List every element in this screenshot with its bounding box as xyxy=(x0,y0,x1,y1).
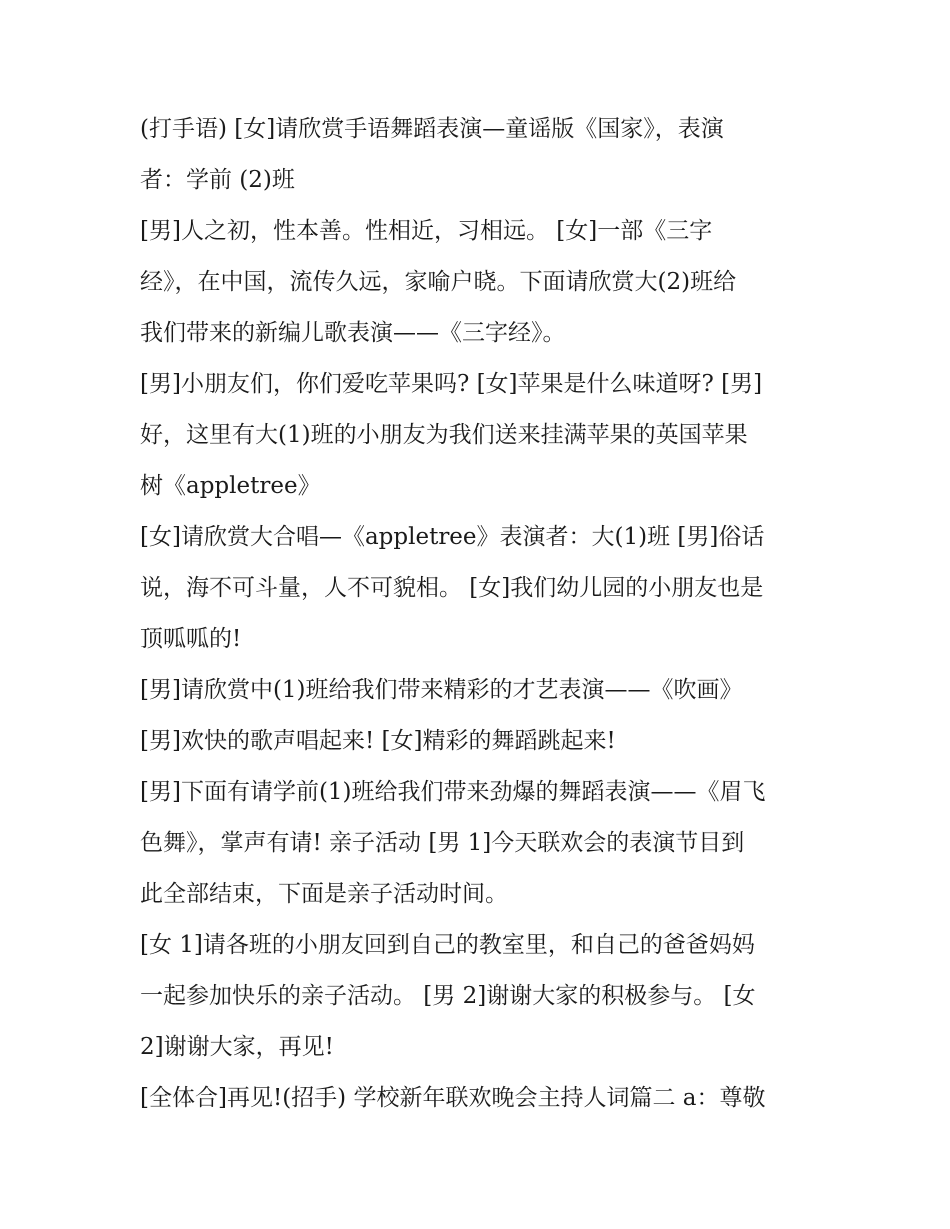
text-line: 经》，在中国，流传久远，家喻户晓。下面请欣赏大(2)班给 xyxy=(140,269,737,295)
text-line: 此全部结束，下面是亲子活动时间。 xyxy=(140,881,508,907)
document-body xyxy=(140,104,820,1124)
text-line: [男]人之初，性本善。性相近，习相远。 [女]一部《三字 xyxy=(140,218,713,244)
text-line: 好，这里有大(1)班的小朋友为我们送来挂满苹果的英国苹果 xyxy=(140,422,748,448)
text-line: [男]小朋友们，你们爱吃苹果吗? [女]苹果是什么味道呀? [男] xyxy=(140,371,763,397)
text-line: 说，海不可斗量，人不可貌相。 [女]我们幼儿园的小朋友也是 xyxy=(140,575,764,601)
text-line: 者：学前 (2)班 xyxy=(140,167,295,193)
text-line: 顶呱呱的! xyxy=(140,626,242,652)
text-line: [全体合]再见!(招手) 学校新年联欢晚会主持人词篇二 a：尊敬 xyxy=(140,1085,766,1111)
text-line: 树《appletree》 xyxy=(140,473,321,499)
text-line: [女 1]请各班的小朋友回到自己的教室里，和自己的爸爸妈妈 xyxy=(140,932,755,958)
text-line: 色舞》，掌声有请! 亲子活动 [男 1]今天联欢会的表演节目到 xyxy=(140,830,745,856)
text-line: [男]请欣赏中(1)班给我们带来精彩的才艺表演——《吹画》 xyxy=(140,677,743,703)
text-line: 一起参加快乐的亲子活动。 [男 2]谢谢大家的积极参与。 [女 xyxy=(140,983,756,1009)
text-line: [男]欢快的歌声唱起来! [女]精彩的舞蹈跳起来! xyxy=(140,728,616,754)
text-line: 我们带来的新编儿歌表演——《三字经》。 xyxy=(140,320,566,346)
text-line: (打手语) [女]请欣赏手语舞蹈表演—童谣版《国家》，表演 xyxy=(140,116,724,142)
text-line: [女]请欣赏大合唱—《appletree》表演者：大(1)班 [男]俗话 xyxy=(140,524,765,550)
text-line: [男]下面有请学前(1)班给我们带来劲爆的舞蹈表演——《眉飞 xyxy=(140,779,766,805)
text-line: 2]谢谢大家，再见! xyxy=(140,1034,334,1060)
